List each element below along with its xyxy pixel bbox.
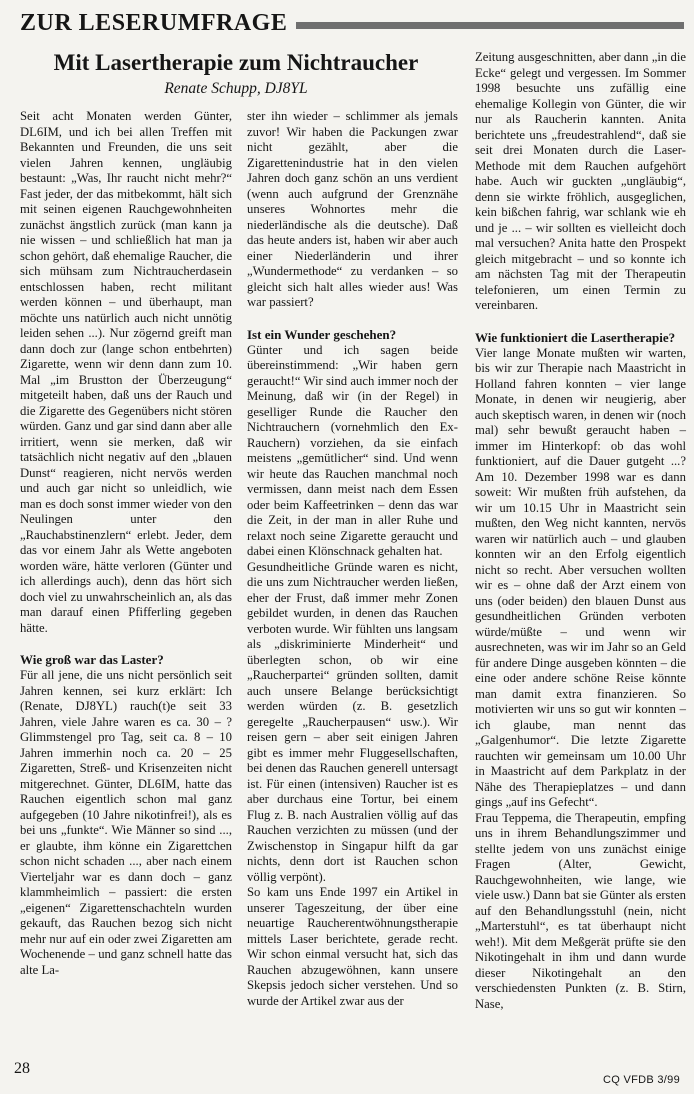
- section-kicker: ZUR LESERUMFRAGE: [20, 10, 288, 36]
- paragraph: Günter und ich sagen beide übereinstimmend: „Wir haben gern geraucht!“ Wir sind auch immer noch der Meinung, daß wir (in der Regel) in geselliger Runde die Raucher den Nichtrauchern (vornehmlich den Ex-Rauchern) vorziehen, da sie einfach meistens „gemütlicher“ sind. Und wenn wir heute das Rauchen manchmal noch vermissen, dann meist nach dem Essen oder beim Kaffeetrinken – denn das war die Zeit, in der man in aller Ruhe und relaxt noch seine Zigarette geraucht und dabei einen Klönschnack gehalten hat.: [247, 342, 458, 558]
- page-number: 28: [14, 1060, 30, 1077]
- author-byline: Renate Schupp, DJ8YL: [164, 80, 308, 97]
- paragraph: Vier lange Monate mußten wir warten, bis wir zur Therapie nach Maastricht in Holland fahren konnten – vier lange Monate, in denen wir neugierig, aber auch skeptisch waren, in denen wir (noch mal) sehr bewußt geraucht haben – immer im Hinterkopf: ob das wohl funktioniert, auf die Dauer gutgeht ...? Am 10. Dezember 1998 war es dann soweit: Wir mußten früh aufstehen, da wir um 10.15 Uhr in Maastricht sein mußten, den Weg nicht kannten, nervös waren wir natürlich auch – und glauben konnten wir an den Erfolg eigentlich nicht so recht. Aber versuchen wollten wir es – ohne daß der Arzt einem von uns (oder beiden) den blauen Dunst aus gesundheitlichen Gründen verboten würde/müßte – und wenn wir ausrechneten, was wir im Jahr so an Geld für andere Dinge ausgeben könnten – die eine oder andere schöne Reise könnte man damit extra finanzieren. So motivierten wir uns so gut wir konnten – ich glaube, man nennt das „Galgenhumor“. Die letzte Zigarette rauchten wir gemeinsam um 10.00 Uhr in Maastricht auf dem Parkplatz in der Nähe des Therapieplatzes – und dann gings „auf ins Gefecht“.: [475, 345, 686, 809]
- column-3: [475, 50, 686, 1012]
- article-title: Mit Lasertherapie zum Nichtraucher: [53, 50, 419, 75]
- column-2: [247, 109, 458, 1009]
- paragraph: Frau Teppema, die Therapeutin, empfing uns in ihrem Behandlungszimmer und stellte jedem von uns zunächst einige Fragen (Alter, Gewicht, Rauchgewohnheiten, wie lange, wie viele usw.) Dann bat sie Günter als ersten auf den Behandlungsstuhl (nein, nicht „Marterstuhl“, es tat überhaupt nicht weh!). Mit dem Meßgerät prüfte sie den Nikotingehalt in ihm und dann wurde dieser Nikotingehalt an den verschiedensten Punkten (z. B. Stirn, Nase,: [475, 810, 686, 1011]
- subheading: Wie groß war das Laster?: [20, 652, 164, 667]
- paragraph: Seit acht Monaten werden Günter, DL6IM, und ich bei allen Treffen mit Bekannten und Freunden, die uns seit vielen Jahren kennen, ungläubig bestaunt: „Was, Ihr raucht nicht mehr?“ Fast jeder, der das mitbekommt, hält sich mit seinen eigenen Rauchgewohnheiten zunächst ängstlich zurück (man kann ja nie wissen – und schließlich hat man ja schon gehört, daß ehemalige Raucher, die sich mühsam zum Nichtraucherdasein entschlossen haben, recht militant werden können – und überhaupt, man möchte uns natürlich auch nicht unnötig leiden sehen ...). Nur zögernd greift man dann doch zur (lange schon entbehrten) Zigarette, wenn wir denn dann zum 10. Mal „im Brustton der Überzeugung“ mitgeteilt haben, daß uns der Rauch und die Zigarette des Gegenübers nicht stören würden. Ganz und gar sind dann aber alle irritiert, wenn sie merken, daß wir tatsächlich nicht negativ auf den „blauen Dunst“ reagieren, nicht nervös werden und auch gar nicht so unleidlich, wie man es doch sonst immer wieder von den Neulingen unter den „Rauchabstinenzlern“ erlebt. Jeder, dem das vor einem Jahr als Wette angeboten worden wäre, hätte verloren (Günter und ich allerdings auch), denn das hört sich doch viel zu unwahrscheinlich an, als das man darauf einen Pfifferling gegeben hätte.: [20, 109, 232, 635]
- paragraph: Gesundheitliche Gründe waren es nicht, die uns zum Nichtraucher werden ließen, eher der Frust, daß immer mehr Zonen gebildet wurden, in denen das Rauchen verboten wurde. Wir fühlten uns langsam als „diskriminierte Minderheit“ und überlegten schon, ob wir eine „Raucherpartei“ gründen sollten, damit auch unsere Belange berücksichtigt werden würden (z. B. gesetzlich geregelte „Raucherpausen“ usw.). Wir reisen gern – aber seit einigen Jahren gibt es immer mehr Fluggesellschaften, bei denen das Rauchen generell untersagt ist. Für einen (intensiven) Raucher ist es aber durchaus eine Tortur, bei einem Flug z. B. nach Australien völlig auf das Rauchen verzichten zu müssen (und der Zwischenstop in Singapur hilft da gar nichts, denn dort ist Rauchen schon völlig verpönt).: [247, 559, 458, 884]
- journal-issue: CQ VFDB 3/99: [603, 1074, 680, 1086]
- paragraph: Zeitung ausgeschnitten, aber dann „in die Ecke“ gelegt und vergessen. Im Sommer 1998 besuchte uns zufällig eine ehemalige Kollegin von Günter, die wir nur als Raucherin kannten. Anita berichtete uns „freudestrahlend“, daß sie seit drei Monaten durch die Laser-Methode mit dem Rauchen aufgehört habe. Auch wir guckten „ungläubig“, denn sie wirkte fröhlich, ausgeglichen, kein bißchen fahrig, war schlank wie eh und je ... – wir sollten es vielleicht doch mal versuchen? Anita hatte den Prospekt gleich mitgebracht – und so konnte ich am nächsten Tag mit der Therapeutin telefonieren, um einen Termin zu vereinbaren.: [475, 50, 686, 312]
- column-1: [20, 109, 232, 978]
- subheading: Wie funktioniert die Lasertherapie?: [475, 329, 676, 345]
- paragraph: ster ihn wieder – schlimmer als jemals zuvor! Wir haben die Packungen zwar nicht gezählt, aber die Zigarettenindustrie hat in den vielen Jahren doch ganz schön an uns verdient (wenn auch aufgrund der Grenznähe unseres Wohnortes mehr die niederländische als die deutsche). Daß das heute anders ist, haben wir aber auch einer Niederländerin und ihrer „Wundermethode“ zu verdanken – so gleicht sich halt alles wieder aus! Was war passiert?: [247, 109, 458, 309]
- paragraph: Für all jene, die uns nicht persönlich seit Jahren kennen, sei kurz erklärt: Ich (Renate, DJ8YL) rauch(t)e seit 33 Jahren, viele Jahre waren es ca. 30 – ? Glimmstengel pro Tag, seit ca. 8 – 10 Jahren immerhin noch ca. 20 – 25 Zigaretten, Streß- und Krisenzeiten nicht mitgerechnet. Günter, DL6IM, hatte das Rauchen eigentlich schon mal ganz aufgegeben (10 Jahre nikotinfrei!), als es bei uns „funkte“. Wie Männer so sind ..., er glaubte, ihm könne ein Zigarettchen schon nicht schaden ..., aber nach einem Vierteljahr war es dann doch – ganz klammheimlich – passiert: die ersten „eigenen“ Zigarettenschachteln wurden gekauft, das Rauchen bezog sich nicht mehr nur auf ein oder zwei Zigaretten am Wochenende – und ganz schnell hatte das alte La-: [20, 668, 232, 977]
- subheading: Ist ein Wunder geschehen?: [247, 326, 397, 342]
- header-rule: [296, 22, 684, 29]
- paragraph: So kam uns Ende 1997 ein Artikel in unserer Tageszeitung, der über eine neuartige Raucherentwöhnungstherapie mittels Laser berichtete, gerade recht. Wir schon einmal versucht hat, sich das Rauchen abzugewöhnen, kann unsere Skepsis jedoch sicher verstehen. Und so wurde der Artikel zwar aus der: [247, 885, 458, 1008]
